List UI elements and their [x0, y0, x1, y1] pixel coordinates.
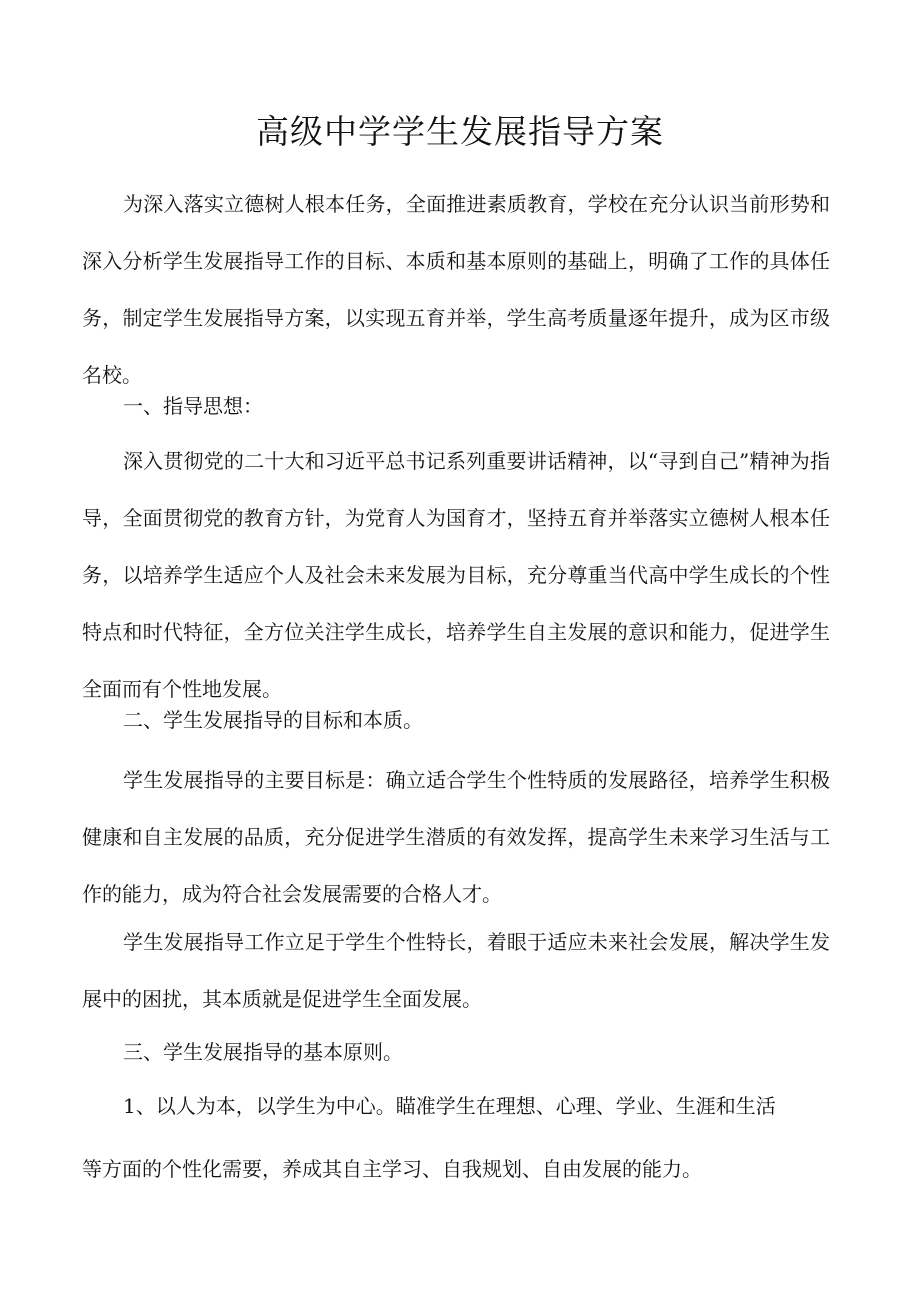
paragraph-principle-1-line-1: 1、以人为本，以学生为中心。瞄准学生在理想、心理、学业、生涯和生活: [123, 1094, 776, 1118]
paragraph-guiding-thought: 深入贯彻党的二十大和习近平总书记系列重要讲话精神，以“寻到自己”精神为指导，全面贯彻党的教育方针，为党育人为国育才，坚持五育并举落实立德树人根本任务，以培养学生适应个人及社会未来发展为目标，充分尊重当代高中学生成长的个性特点和时代特征，全方位关注学生成长，培养学生自主发展的意识和能力，促进学生全面而有个性地发展。: [82, 449, 830, 701]
paragraph-main-goals: 学生发展指导的主要目标是：确立适合学生个性特质的发展路径，培养学生积极健康和自主发展的品质，充分促进学生潜质的有效发挥，提高学生未来学习生活与工作的能力，成为符合社会发展需要的合格人才。: [82, 768, 830, 906]
section-heading-principles: 三、学生发展指导的基本原则。: [123, 1040, 403, 1064]
paragraph-principle-1-line-2: 等方面的个性化需要，养成其自主学习、自我规划、自由发展的能力。: [82, 1157, 702, 1181]
section-heading-guiding-thought: 一、指导思想：: [123, 394, 263, 418]
intro-paragraph: 为深入落实立德树人根本任务，全面推进素质教育，学校在充分认识当前形势和深入分析学生发展指导工作的目标、本质和基本原则的基础上，明确了工作的具体任务，制定学生发展指导方案，以实现五育并举，学生高考质量逐年提升，成为区市级名校。: [82, 192, 830, 387]
section-heading-goals: 二、学生发展指导的目标和本质。: [123, 708, 423, 732]
document-title: 高级中学学生发展指导方案: [256, 112, 664, 151]
paragraph-essence: 学生发展指导工作立足于学生个性特长，着眼于适应未来社会发展，解决学生发展中的困扰，其本质就是促进学生全面发展。: [82, 930, 830, 1011]
